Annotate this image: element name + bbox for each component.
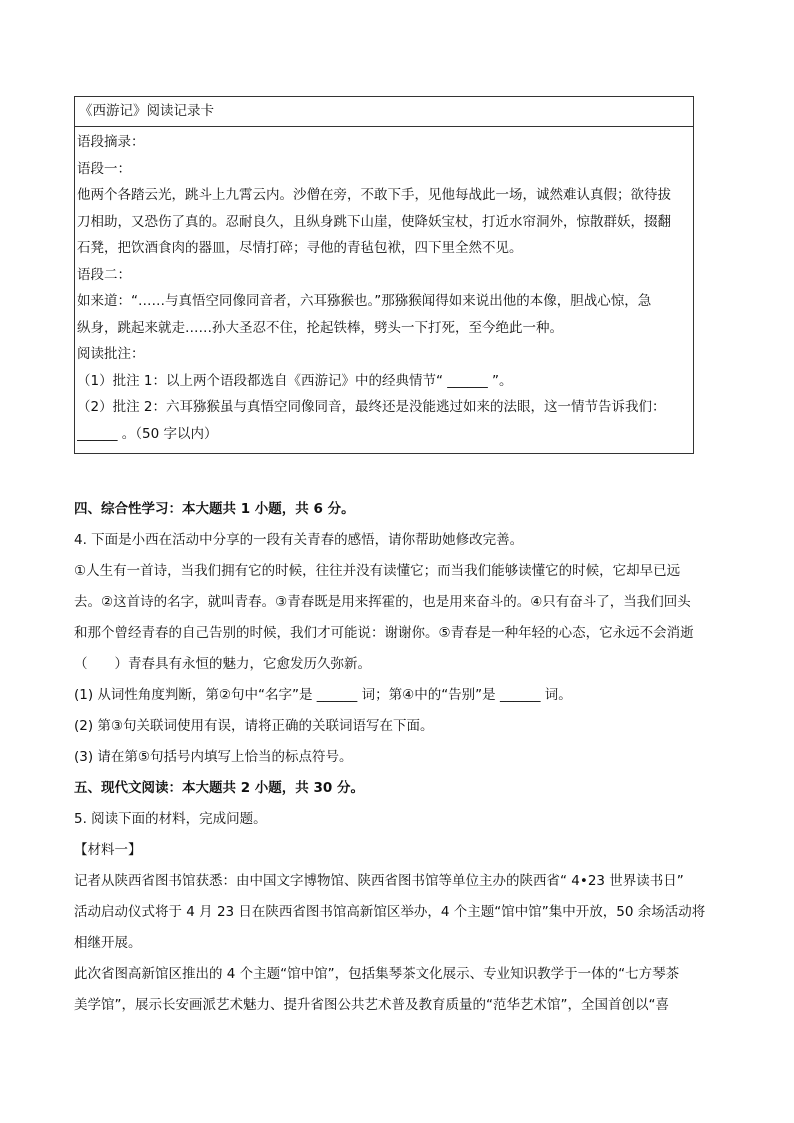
section-5-heading-detail: 本大题共 2 小题，共 30 分。 [182, 780, 364, 796]
card-line: 语段摘录： [77, 134, 145, 150]
sub-question: (3) 请在第⑤句括号内填写上恰当的标点符号。 [74, 749, 353, 765]
material-label: 【材料一】 [74, 842, 142, 858]
section-4 [74, 494, 724, 773]
card-line: 如来道：“……与真悟空同像同音者，六耳猕猴也。”那猕猴闻得如来说出他的本像，胆战心惊，急 [77, 293, 652, 309]
material-line: 此次省图高新馆区推出的 4 个主题“馆中馆”，包括集琴茶文化展示、专业知识教学于一体的“七方琴茶 [74, 966, 680, 982]
card-line: 纵身，跳起来就走……孙大圣忍不住，抡起铁棒，劈头一下打死，至今绝此一种。 [77, 319, 563, 336]
card-line: 语段一： [77, 160, 131, 177]
section-4-heading-detail: 本大题共 1 小题，共 6 分。 [182, 501, 355, 517]
material-line: 美学馆”，展示长安画派艺术魅力、提升省图公共艺术普及教育质量的“范华艺术馆”，全国首创以“喜 [74, 997, 669, 1013]
section-4-heading [74, 494, 724, 525]
sub-question: (2) 第③句关联词使用有误，请将正确的关联词语写在下面。 [74, 718, 434, 734]
material-line: 活动启动仪式将于 4 月 23 日在陕西省图书馆高新馆区举办，4 个主题“馆中馆”集中开放，50 余场活动将 [74, 904, 706, 920]
section-5-heading-label: 五、现代文阅读： [74, 780, 182, 796]
sub-question: (1) 从词性角度判断，第②句中“名字”是 ______ 词；第④中的“告别”是 ______ 词。 [74, 687, 572, 703]
material-line: 记者从陕西省图书馆获悉：由中国文字博物馆、陕西省图书馆等单位主办的陕西省“ 4•23 世界读书日” [74, 873, 684, 889]
question-line: （ ）青春具有永恒的魅力，它愈发历久弥新。 [74, 656, 371, 672]
question-line: ①人生有一首诗，当我们拥有它的时候，往往并没有读懂它；而当我们能够读懂它的时候，它却早已远 [74, 563, 681, 579]
card-line: 阅读批注： [77, 346, 145, 362]
section-4-heading-label: 四、综合性学习： [74, 501, 182, 517]
card-line: 语段二： [77, 266, 131, 283]
card-line: 刀相助，又恐伤了真的。忍耐良久，且纵身跳下山崖，使降妖宝杖，打近水帘洞外，惊散群妖，掇翻 [77, 213, 671, 230]
annotation-1: （1）批注 1：以上两个语段都选自《西游记》中的经典情节“ ______ ”。 [77, 372, 513, 389]
question-line: 和那个曾经青春的自己告别的时候，我们才可能说：谢谢你。⑤青春是一种年轻的心态，它永远不会消逝 [74, 625, 694, 641]
card-line: 石凳，把饮酒食肉的器皿，尽情打碎；寻他的青毡包袱，四下里全然不见。 [77, 240, 523, 256]
question-line: 4. 下面是小西在活动中分享的一段有关青春的感悟，请你帮助她修改完善。 [74, 532, 524, 548]
annotation-2-blank: ______ 。（50 字以内） [77, 425, 218, 442]
annotation-2: （2）批注 2：六耳猕猴虽与真悟空同像同音，最终还是没能逃过如来的法眼，这一情节告诉我们： [77, 399, 666, 415]
section-5 [74, 773, 724, 1021]
reading-record-card [74, 96, 694, 454]
card-body [75, 127, 693, 453]
section-5-heading [74, 773, 724, 804]
material-line: 相继开展。 [74, 935, 142, 951]
card-title: 《西游记》阅读记录卡 [75, 97, 693, 127]
question-line: 5. 阅读下面的材料，完成问题。 [74, 811, 267, 827]
question-line: 去。②这首诗的名字，就叫青春。③青春既是用来挥霍的，也是用来奋斗的。④只有奋斗了，当我们回头 [74, 594, 691, 610]
card-line: 他两个各踏云光，跳斗上九霄云内。沙僧在旁，不敢下手，见他每战此一场，诚然难认真假；欲待拔 [77, 187, 671, 203]
